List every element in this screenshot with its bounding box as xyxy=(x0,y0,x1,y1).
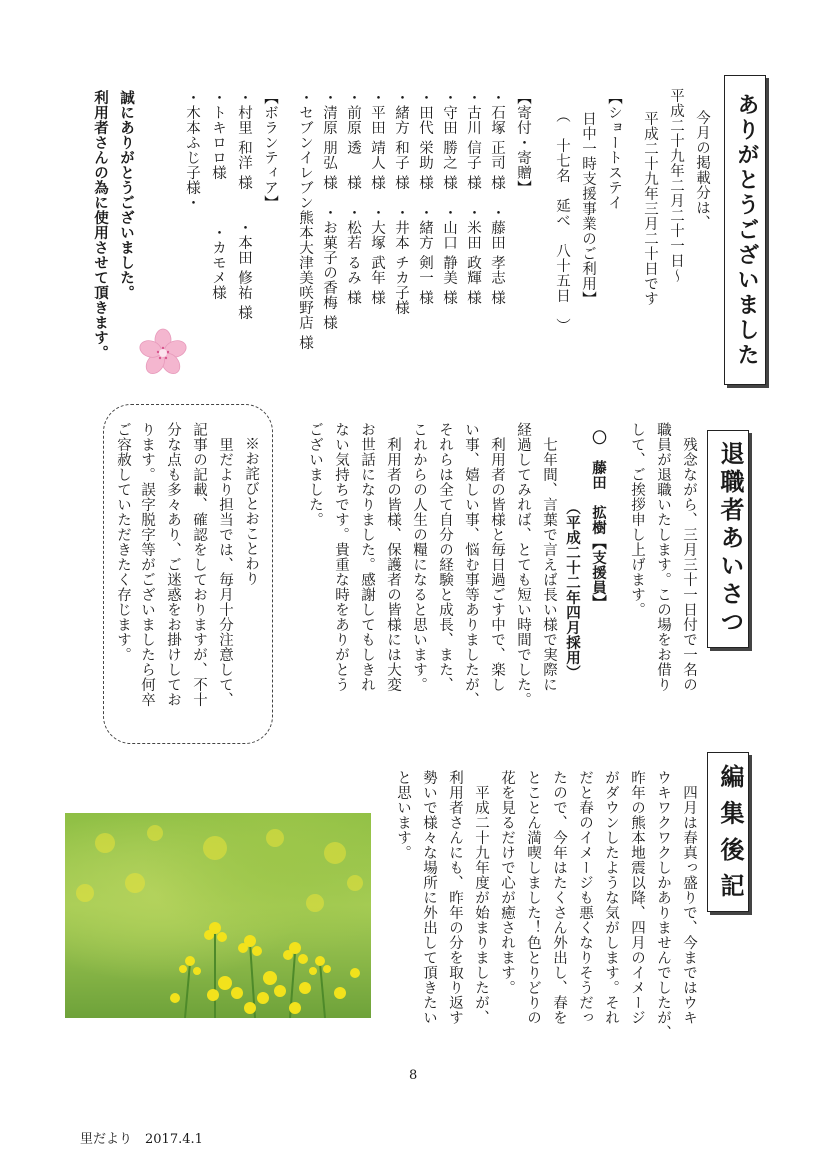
donation-line: ・平田 靖人 様 ・大塚 武年 様 xyxy=(369,90,385,306)
retirement-hire-date: （平成二十二年四月採用） xyxy=(564,500,581,680)
retirement-body-line: お世話になりました。感謝してもしきれ xyxy=(359,422,375,692)
thanks-title: ありがとうございました xyxy=(724,75,766,385)
editorial-title: 編 集 後 記 xyxy=(707,752,749,912)
editorial-line: だと春のイメージも悪くなりそうだっ xyxy=(577,770,593,1025)
editorial-line: 昨年の熊本地震以降、四月のイメージ xyxy=(629,770,645,1025)
notice-line: ります。誤字脱字等がございましたら何卒 xyxy=(139,422,155,707)
volunteer-header: 【ボランティア】 xyxy=(262,90,278,210)
donation-line: ・セブンイレブン熊本大津美咲野店 様 xyxy=(297,90,313,351)
retirement-body-line: 七年間、言葉で言えば長い様で実際に xyxy=(541,422,557,692)
donation-header: 【寄付・寄贈】 xyxy=(515,90,531,195)
editorial-line: たので、今年はたくさん外出し、春を xyxy=(551,770,567,1025)
notice-line: 記事の記載、確認をしておりますが、不十 xyxy=(191,422,207,707)
donation-line: ・古川 信子 様 ・米田 政輝 様 xyxy=(465,90,481,306)
donation-line: ・緒方 和子 様 ・井本 チカ子様 xyxy=(393,90,409,316)
notice-line: 分な点も多々あり、ご迷惑をお掛けしてお xyxy=(165,422,181,707)
editorial-line: 花を見るだけで心が癒されます。 xyxy=(499,770,515,995)
cherry-blossom-icon xyxy=(138,328,188,378)
thanks-intro-2: 平成二十九年二月二十一日～ xyxy=(668,88,684,283)
volunteer-line: ・村里 和洋 様 ・本田 修祐 様 xyxy=(236,90,252,321)
thanks-closing-1: 誠にありがとうございました。 xyxy=(118,90,135,300)
thanks-closing-2: 利用者さんの為に使用させて頂きます。 xyxy=(92,90,109,360)
short-stay-count: （ 十七名 延べ 八十五日 ） xyxy=(554,108,570,333)
notice-line: 里だより担当では、毎月十分注意して、 xyxy=(217,422,233,707)
retirement-body-line: これからの人生の糧になると思います。 xyxy=(411,422,427,692)
retirement-body-line: 利用者の皆様と毎日過ごす中で、楽し xyxy=(489,422,505,692)
editorial-line: 勢いで様々な場所に外出して頂きたい xyxy=(421,770,437,1025)
retirement-body-line: い事、嬉しい事、悩む事等ありましたが、 xyxy=(463,422,479,707)
short-stay-header: 【ショートステイ xyxy=(606,90,622,210)
notice-line: ご容赦していただきたく存じます。 xyxy=(115,422,131,662)
retirement-name: 〇 藤田 拡樹【支援員】 xyxy=(590,430,607,610)
donation-line: ・石塚 正司 様 ・藤田 孝志 様 xyxy=(489,90,505,306)
editorial-line: 平成二十九年度が始まりましたが、 xyxy=(473,770,489,1025)
thanks-intro-1: 今月の掲載分は、 xyxy=(694,110,710,230)
short-stay-sub: 日中一時支援事業のご利用】 xyxy=(580,96,596,306)
donation-line: ・守田 勝之 様 ・山口 静美 様 xyxy=(441,90,457,306)
editorial-line: 四月は春真っ盛りで、今まではウキ xyxy=(681,770,697,1025)
volunteer-line: ・トキロロ様 ・カモメ様 xyxy=(210,90,226,300)
notice-title: ※お詫びとおことわり xyxy=(243,436,259,586)
donation-line: ・清原 朋弘 様 ・お菓子の香梅 様 xyxy=(321,90,337,331)
thanks-intro-3: 平成二十九年三月二十日です xyxy=(642,96,658,306)
publication-date: 里だより 2017.4.1 xyxy=(80,1132,203,1147)
volunteer-line: ・木本ふじ子様・ xyxy=(184,90,200,210)
retirement-body-line: 利用者の皆様、保護者の皆様には大変 xyxy=(385,422,401,692)
retirement-intro-line: 残念ながら、三月三十一日付で一名の xyxy=(681,422,697,692)
editorial-line: 利用者さんにも、昨年の分を取り返す xyxy=(447,770,463,1025)
page-number: 8 xyxy=(409,1068,418,1083)
donation-line: ・前原 透 様 ・松若 るみ 様 xyxy=(345,90,361,306)
editorial-line: がダウンしたような気がします。それ xyxy=(603,770,619,1025)
editorial-line: と思います。 xyxy=(395,770,411,860)
editorial-line: とことん満喫しました！色とりどりの xyxy=(525,770,541,1025)
rapeseed-flower-photo xyxy=(65,813,371,1018)
retirement-intro-line: して、ご挨拶申し上げます。 xyxy=(629,422,645,617)
retirement-intro-line: 職員が退職いたします。この場をお借り xyxy=(655,422,671,692)
retirement-body-line: 経過してみれば、とても短い時間でした。 xyxy=(515,422,531,707)
editorial-line: ウキワクワクしかありませんでしたが、 xyxy=(655,770,671,1040)
donation-line: ・田代 栄助 様 ・緒方 剣一 様 xyxy=(417,90,433,306)
retirement-body-line: ございました。 xyxy=(307,422,323,527)
retirement-body-line: ない気持ちです。貴重な時をありがとう xyxy=(333,422,349,692)
retirement-title: 退職者あいさつ xyxy=(707,430,749,648)
retirement-body-line: それらは全て自分の経験と成長、また、 xyxy=(437,422,453,692)
